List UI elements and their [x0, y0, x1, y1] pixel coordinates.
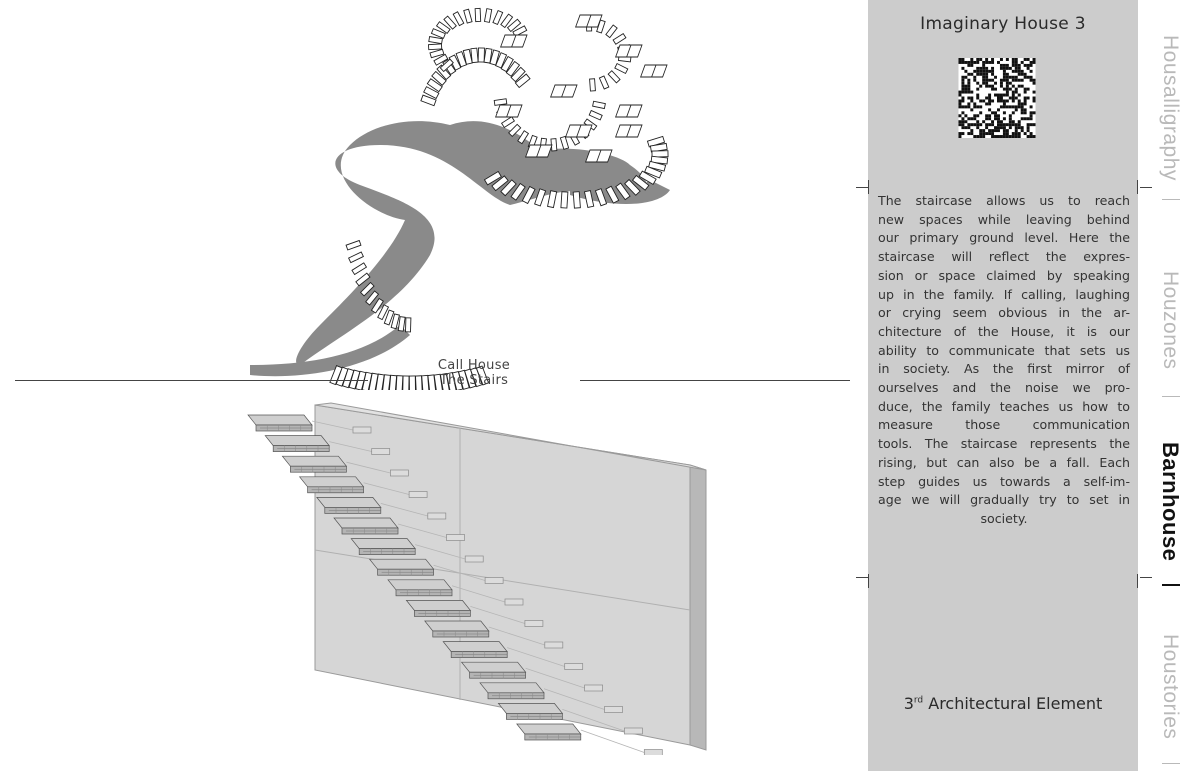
tab-label: Barnhouse: [1158, 442, 1183, 562]
caption-line-1: Call House: [437, 358, 511, 373]
landing: [566, 125, 592, 137]
landing: [501, 35, 527, 47]
description-line: measure those communication: [878, 417, 1130, 433]
description-text: [878, 192, 1130, 529]
landing: [576, 15, 602, 27]
tab-houzones[interactable]: [1140, 245, 1200, 395]
description-line: duce, the family teaches us how to: [878, 398, 1130, 414]
description-line: sion or space claimed by speaking: [878, 267, 1130, 283]
figure-caption: [368, 358, 580, 388]
caption-line-2: The Stairs: [439, 373, 509, 388]
step: [502, 117, 515, 128]
tab-label: Housalligraphy: [1159, 35, 1182, 181]
step: [561, 192, 568, 208]
landing: [616, 105, 642, 117]
description-line: up in the family. If calling, laughing: [878, 286, 1130, 302]
element-number: 3: [903, 694, 914, 713]
divider-left: [15, 380, 368, 381]
description-line: staircase will reflect the expres-: [878, 249, 1130, 265]
description-line: chitecture of the House, it is our: [878, 323, 1130, 339]
step: [593, 101, 606, 108]
tab-underline: [1162, 584, 1180, 586]
step: [398, 317, 405, 332]
tab-barnhouse[interactable]: [1140, 422, 1200, 582]
tab-underline: [1162, 396, 1180, 397]
step: [429, 37, 443, 44]
description-line: new spaces while leaving behind: [878, 211, 1130, 227]
tab-housalligraphy[interactable]: [1140, 18, 1200, 198]
step: [599, 76, 608, 89]
step: [560, 136, 568, 149]
landing: [526, 145, 552, 157]
qr-code[interactable]: [958, 58, 1036, 138]
tab-underline: [1162, 763, 1180, 764]
step: [493, 11, 503, 25]
landing: [551, 85, 577, 97]
step: [484, 9, 491, 23]
step: [606, 25, 617, 38]
description-line: ability to communicate that sets us: [878, 342, 1130, 358]
step: [352, 263, 367, 275]
step: [464, 9, 472, 23]
step: [405, 318, 410, 332]
step: [589, 110, 602, 119]
description-line: age we will gradually try to set in: [878, 492, 1130, 508]
step: [615, 64, 628, 74]
description-line: tools. The staircase represents the: [878, 436, 1130, 452]
spiral-staircase-illustration: [150, 5, 710, 390]
description-line: step guides us towards a self-im-: [878, 473, 1130, 489]
corner-mark-bottom-right-v: [1137, 574, 1138, 588]
landing: [616, 125, 642, 137]
step: [349, 252, 364, 263]
tab-underline: [1162, 199, 1180, 200]
tab-label: Houstories: [1159, 634, 1182, 740]
description-line: or crying seem obvious in the ar-: [878, 305, 1130, 321]
step: [573, 192, 580, 208]
element-label: Architectural Element: [928, 694, 1103, 713]
step: [608, 71, 620, 83]
description-line: ourselves and the noise we pro-: [878, 380, 1130, 396]
step: [346, 240, 361, 249]
corner-mark-bottom-left-v: [868, 574, 869, 588]
element-suffix: rd: [913, 695, 924, 706]
description-line: The staircase allows us to reach: [878, 193, 1130, 208]
step: [613, 34, 626, 45]
panel-title: Imaginary House 3: [920, 14, 1086, 34]
element-heading: [868, 694, 1138, 713]
description-panel: [868, 0, 1138, 771]
corner-mark-top-left-v: [868, 180, 869, 194]
description-line: society.: [980, 510, 1028, 526]
corner-mark-top-right-v: [1137, 180, 1138, 194]
description-line: rising, but can also be a fall. Each: [878, 454, 1130, 470]
landing: [641, 65, 667, 77]
description-line: our primary ground level. Here the: [878, 230, 1130, 246]
corner-mark-bottom-left: [856, 577, 868, 578]
step: [494, 99, 507, 106]
step: [471, 48, 478, 63]
step: [475, 8, 481, 21]
tab-houstories[interactable]: [1140, 612, 1200, 762]
divider-right: [580, 380, 850, 381]
tab-label: Houzones: [1159, 270, 1182, 370]
step: [590, 79, 596, 91]
corner-mark-top-left: [856, 187, 868, 188]
landing: [496, 105, 522, 117]
landing: [616, 45, 642, 57]
step: [478, 48, 484, 62]
floating-stairs-illustration: [240, 400, 720, 755]
step: [428, 44, 441, 50]
description-line: in society. As the first mirror of: [878, 361, 1130, 377]
landing: [586, 150, 612, 162]
